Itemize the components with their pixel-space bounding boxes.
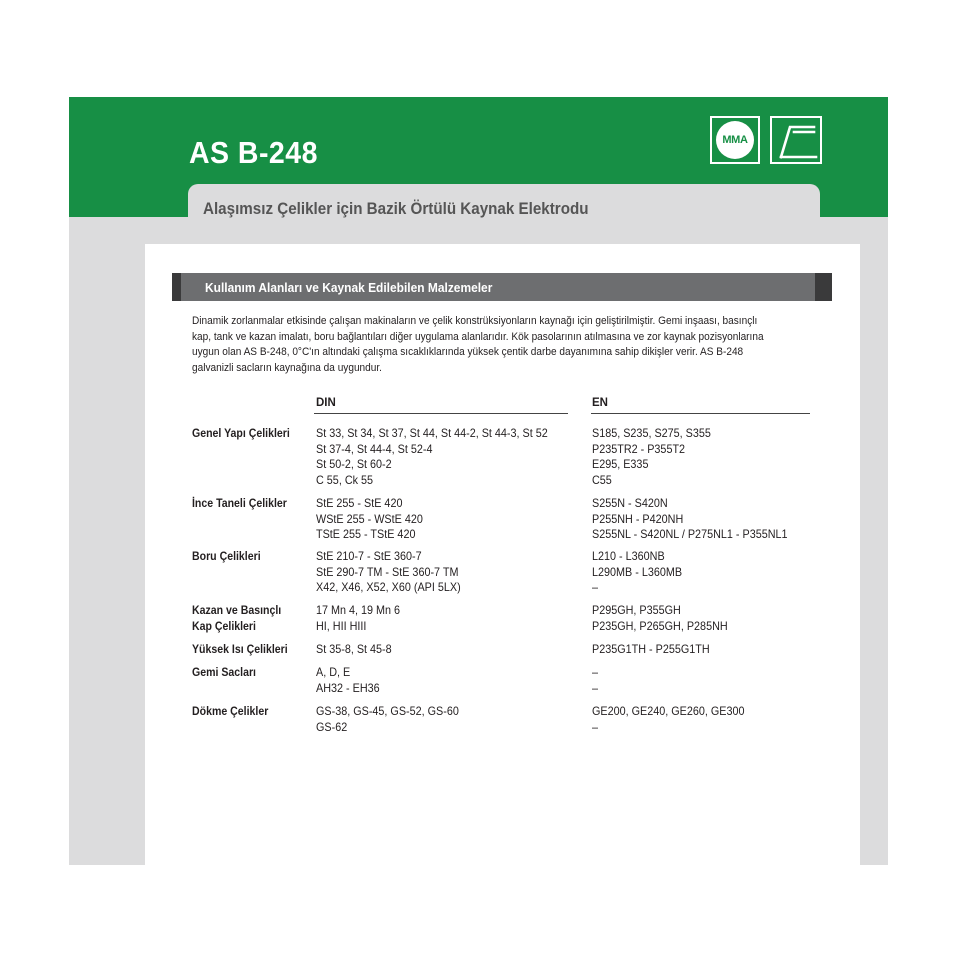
din-value: St 35-8, St 45-8: [316, 642, 392, 656]
intro-line: kap, tank ve kazan imalatı, boru bağlantıları diğer uygulama alanlarıdır. Kök pasolarının atılmasına ve zor kaynak pozisyonlarına: [192, 330, 764, 343]
din-value: TStE 255 - TStE 420: [316, 527, 416, 542]
en-cell: [592, 426, 711, 488]
en-value: P235GH, P265GH, P285NH: [592, 618, 728, 633]
en-value: P235G1TH - P255G1TH: [592, 642, 710, 656]
din-cell: [316, 496, 423, 543]
en-cell: [592, 603, 728, 634]
din-cell: [316, 642, 392, 658]
intro-line: galvanizli sacların kaynağına da uygundur.: [192, 361, 382, 374]
en-value: E295, E335: [592, 457, 649, 472]
product-subtitle: Alaşımsız Çelikler için Bazik Örtülü Kaynak Elektrodu: [203, 200, 589, 218]
din-cell: [316, 704, 459, 735]
row-label: [192, 549, 261, 565]
din-value: C 55, Ck 55: [316, 472, 374, 487]
mma-icon: MMA: [716, 121, 754, 159]
en-value: S185, S235, S275, S355: [592, 426, 711, 440]
din-value: St 33, St 34, St 37, St 44, St 44-2, St 44-3, St 52: [316, 426, 548, 440]
row-label: [192, 642, 288, 658]
row-label: [192, 665, 256, 681]
en-cell: [592, 665, 598, 696]
column-header-en: EN: [592, 397, 608, 409]
en-value: GE200, GE240, GE260, GE300: [592, 704, 745, 718]
row-label-line: Gemi Sacları: [192, 665, 256, 679]
row-label-line: İnce Taneli Çelikler: [192, 496, 287, 510]
en-header-rule: [591, 413, 810, 414]
din-value: St 50-2, St 60-2: [316, 457, 392, 472]
din-cell: [316, 549, 461, 596]
din-value: 17 Mn 4, 19 Mn 6: [316, 603, 401, 617]
section-bar-cap-left: [172, 273, 181, 301]
electrode-holder-graphic: [772, 118, 820, 162]
row-label: [192, 426, 290, 442]
din-cell: [316, 665, 380, 696]
en-value: L290MB - L360MB: [592, 564, 683, 579]
row-label-line: Genel Yapı Çelikleri: [192, 426, 290, 440]
section-title: Kullanım Alanları ve Kaynak Edilebilen Malzemeler: [205, 280, 493, 295]
en-cell: [592, 642, 710, 658]
en-cell: [592, 496, 788, 543]
row-label: [192, 496, 287, 512]
din-value: GS-62: [316, 719, 348, 734]
din-value: StE 290-7 TM - StE 360-7 TM: [316, 564, 459, 579]
en-cell: [592, 549, 682, 596]
column-header-din: DIN: [316, 397, 336, 409]
row-label: [192, 603, 281, 634]
din-cell: [316, 426, 548, 488]
mma-process-badge: [710, 116, 760, 164]
content-panel: [145, 244, 860, 865]
din-value: WStE 255 - WStE 420: [316, 511, 423, 526]
en-value: S255NL - S420NL / P275NL1 - P355NL1: [592, 527, 788, 542]
en-value: –: [592, 719, 599, 734]
row-label-line: Kap Çelikleri: [192, 618, 256, 633]
en-value: P295GH, P355GH: [592, 603, 681, 617]
en-value: P235TR2 - P355T2: [592, 441, 686, 456]
en-value: S255N - S420N: [592, 496, 668, 510]
product-title: AS B-248: [189, 135, 318, 170]
din-value: X42, X46, X52, X60 (API 5LX): [316, 580, 461, 595]
en-value: C55: [592, 472, 612, 487]
din-value: GS-38, GS-45, GS-52, GS-60: [316, 704, 459, 718]
en-value: L210 - L360NB: [592, 549, 665, 563]
din-cell: [316, 603, 400, 634]
intro-paragraph: [192, 314, 812, 376]
row-label-line: Yüksek Isı Çelikleri: [192, 642, 288, 656]
section-bar-cap-right: [815, 273, 832, 301]
en-value: –: [592, 580, 599, 595]
en-value: –: [592, 665, 599, 679]
intro-line: Dinamik zorlanmalar etkisinde çalışan makinaların ve çelik konstrüksiyonların kaynağı için geliştirilmiştir. Gemi inşaası, basınçlı: [192, 315, 758, 327]
row-label-line: Boru Çelikleri: [192, 549, 261, 563]
en-cell: [592, 704, 745, 735]
row-label: [192, 704, 268, 720]
row-label-line: Dökme Çelikler: [192, 704, 269, 718]
datasheet-page: [69, 97, 888, 865]
electrode-holder-icon: [770, 116, 822, 164]
din-value: HI, HII HIII: [316, 618, 367, 633]
din-value: St 37-4, St 44-4, St 52-4: [316, 441, 433, 456]
din-value: StE 210-7 - StE 360-7: [316, 549, 422, 563]
din-header-rule: [314, 413, 568, 414]
row-label-line: Kazan ve Basınçlı: [192, 603, 282, 617]
din-value: A, D, E: [316, 665, 351, 679]
din-value: AH32 - EH36: [316, 680, 380, 695]
intro-line: uygun olan AS B-248, 0°C'ın altındaki çalışma sıcaklıklarında yüksek çentik darbe dayanımına sahip dikişler verir. AS B-248: [192, 346, 744, 358]
en-value: –: [592, 680, 599, 695]
en-value: P255NH - P420NH: [592, 511, 684, 526]
din-value: StE 255 - StE 420: [316, 496, 403, 510]
